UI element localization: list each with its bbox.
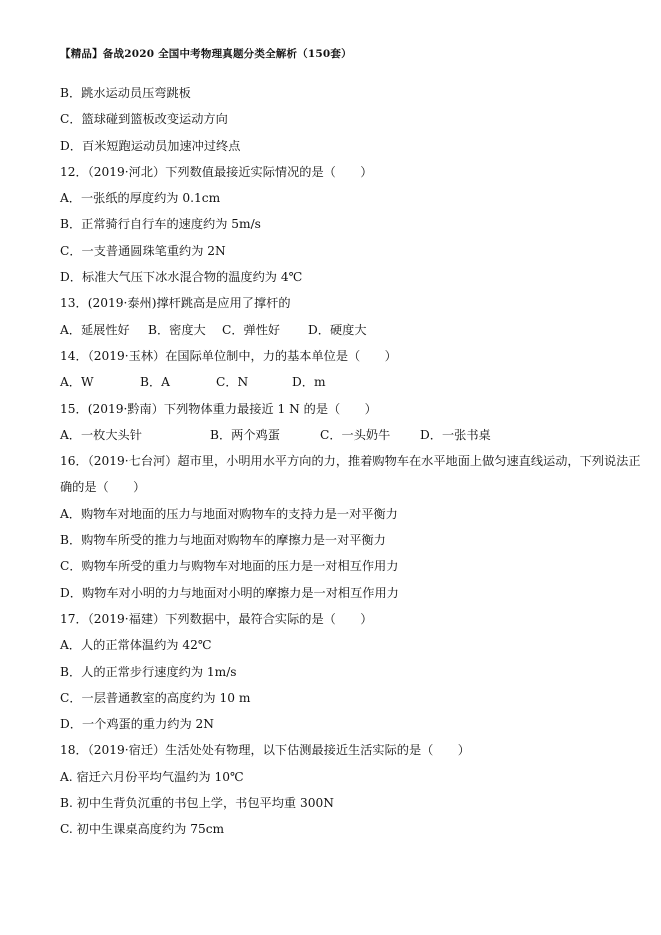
q18-stem: 18．（2019·宿迁）生活处处有物理，以下估测最接近生活实际的是（ ） <box>60 743 470 758</box>
q16-option-b: B．购物车所受的推力与地面对购物车的摩擦力是一对平衡力 <box>60 533 386 548</box>
q18-option-a: A. 宿迁六月份平均气温约为 10℃ <box>60 769 244 784</box>
q16-option-c: C．购物车所受的重力与购物车对地面的压力是一对相互作用力 <box>60 559 399 574</box>
q13-stem: 13．(2019·泰州)撑杆跳高是应用了撑杆的 <box>60 296 291 311</box>
q15-option-a: A．一枚大头针 <box>60 427 142 442</box>
q14-option-b: B．A <box>140 375 170 390</box>
q12-option-c: C．一支普通圆珠笔重约为 2N <box>60 243 226 258</box>
document-body <box>60 84 641 847</box>
q13-option-b: B．密度大 <box>148 322 206 337</box>
q17-option-d: D．一个鸡蛋的重力约为 2N <box>60 717 214 732</box>
q18-option-c: C. 初中生课桌高度约为 75cm <box>60 822 225 837</box>
q15-option-c: C．一头奶牛 <box>320 427 391 442</box>
q12-option-a: A．一张纸的厚度约为 0.1cm <box>60 191 221 206</box>
q15-option-b: B．两个鸡蛋 <box>210 427 280 442</box>
q16-option-d: D．购物车对小明的力与地面对小明的摩擦力是一对相互作用力 <box>60 585 399 600</box>
q11-option-b: B．跳水运动员压弯跳板 <box>60 86 191 100</box>
q17-option-a: A．人的正常体温约为 42℃ <box>60 638 212 653</box>
q13-option-a: A．延展性好 <box>60 322 130 337</box>
q15-stem: 15．(2019·黔南）下列物体重力最接近 1 N 的是（ ） <box>60 401 377 416</box>
q17-option-c: C．一层普通教室的高度约为 10 m <box>60 690 251 705</box>
q14-option-d: D．m <box>292 375 326 390</box>
q16-stem-line-2: 确的是（ ） <box>60 480 146 495</box>
q16-option-a: A．购物车对地面的压力与地面对购物车的支持力是一对平衡力 <box>60 506 398 521</box>
q15-option-d: D．一张书桌 <box>420 427 491 442</box>
q12-option-b: B．正常骑行自行车的速度约为 5m/s <box>60 217 261 232</box>
q14-options-row <box>60 373 620 399</box>
q14-stem: 14．（2019·玉林）在国际单位制中，力的基本单位是（ ） <box>60 348 397 363</box>
q12-option-d: D．标准大气压下冰水混合物的温度约为 4℃ <box>60 270 303 285</box>
q13-option-d: D．硬度大 <box>308 322 367 337</box>
q17-stem: 17．（2019·福建）下列数据中，最符合实际的是（ ） <box>60 611 373 626</box>
q11-option-c: C．篮球碰到篮板改变运动方向 <box>60 112 228 127</box>
q13-option-c: C．弹性好 <box>222 322 281 337</box>
q15-options-row <box>60 426 620 452</box>
document-header: 【精品】备战2020 全国中考物理真题分类全解析（150套） <box>60 48 352 60</box>
q18-option-b: B. 初中生背负沉重的书包上学，书包平均重 300N <box>60 796 334 811</box>
q16-stem-line-1: 16．（2019·七台河）超市里，小明用水平方向的力，推着购物车在水平地面上做匀速直线运动，下列说法正 <box>60 454 641 469</box>
q14-option-c: C．N <box>216 375 249 390</box>
q17-option-b: B．人的正常步行速度约为 1m/s <box>60 664 237 679</box>
q12-stem: 12．（2019·河北）下列数值最接近实际情况的是（ ） <box>60 164 373 179</box>
q14-option-a: A．W <box>60 375 94 390</box>
q11-option-d: D．百米短跑运动员加速冲过终点 <box>60 138 241 153</box>
q13-options-row <box>60 321 620 347</box>
